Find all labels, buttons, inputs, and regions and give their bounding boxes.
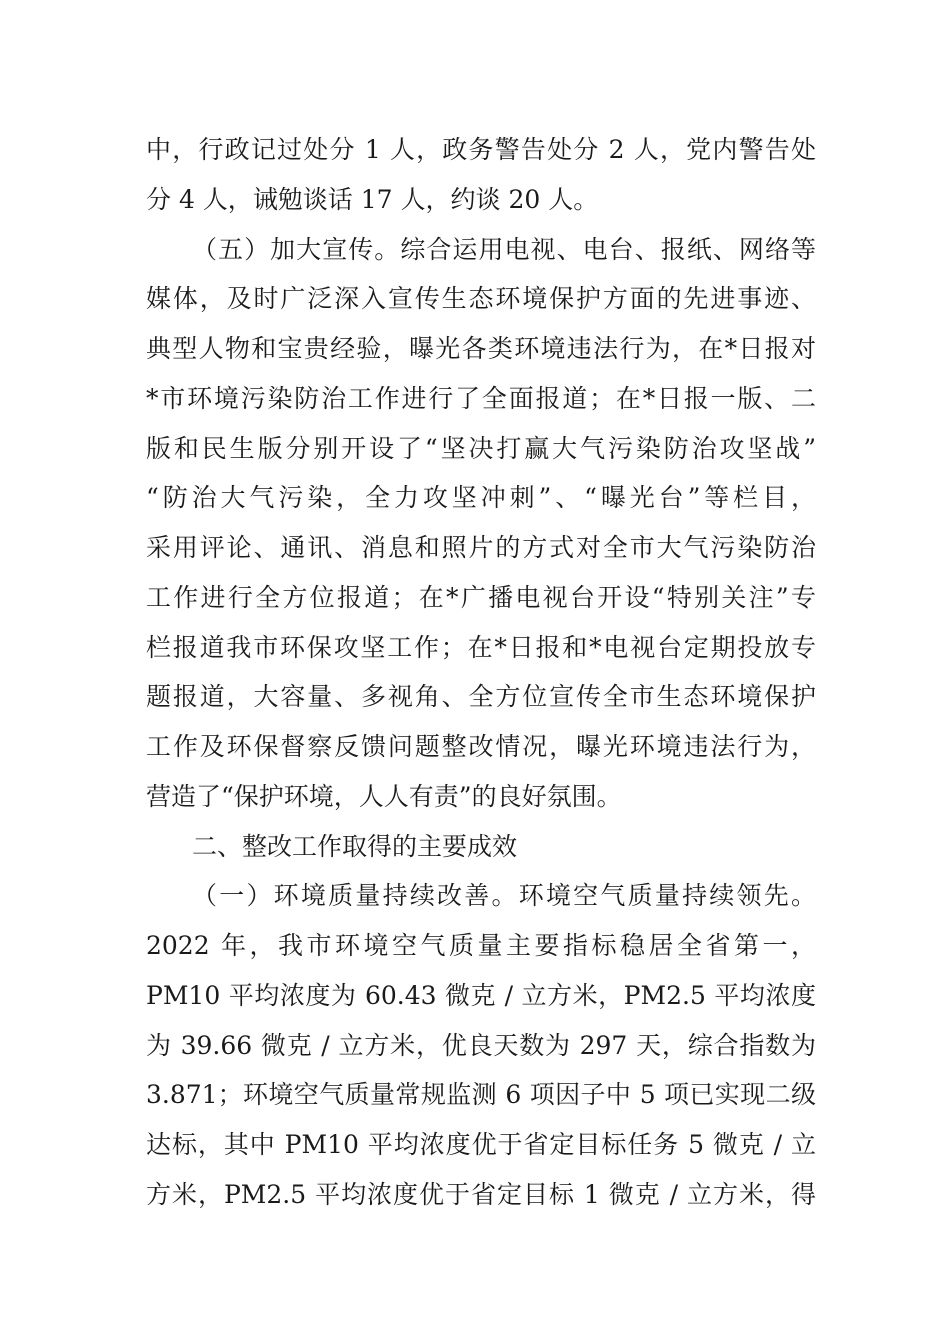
text-line: 2022 年，我市环境空气质量主要指标稳居全省第一， bbox=[146, 931, 816, 960]
text-line: “防治大气污染，全力攻坚冲刺”、“曝光台”等栏目， bbox=[146, 483, 816, 512]
text-line: PM10 平均浓度为 60.43 微克 / 立方米，PM2.5 平均浓度 bbox=[146, 981, 816, 1010]
text-line: 媒体，及时广泛深入宣传生态环境保护方面的先进事迹、 bbox=[146, 284, 816, 313]
text-line: 方米，PM2.5 平均浓度优于省定目标 1 微克 / 立方米，得 bbox=[146, 1180, 816, 1209]
text-line: *市环境污染防治工作进行了全面报道；在*日报一版、二 bbox=[146, 384, 816, 413]
text-line: 达标，其中 PM10 平均浓度优于省定目标任务 5 微克 / 立 bbox=[146, 1130, 816, 1159]
text-line: 采用评论、通讯、消息和照片的方式对全市大气污染防治 bbox=[146, 533, 816, 562]
paragraph-first-line: （五）加大宣传。综合运用电视、电台、报纸、网络等 bbox=[192, 235, 816, 264]
text-line: 工作进行全方位报道；在*广播电视台开设“特别关注”专 bbox=[146, 583, 816, 612]
text-line: 3.871；环境空气质量常规监测 6 项因子中 5 项已实现二级 bbox=[146, 1080, 816, 1109]
text-line: 营造了“保护环境，人人有责”的良好氛围。 bbox=[146, 782, 622, 811]
paragraph-first-line: （一）环境质量持续改善。环境空气质量持续领先。 bbox=[192, 881, 816, 910]
text-line: 分 4 人，诫勉谈话 17 人，约谈 20 人。 bbox=[146, 185, 599, 214]
text-line: 为 39.66 微克 / 立方米，优良天数为 297 天，综合指数为 bbox=[146, 1031, 816, 1060]
text-line: 工作及环保督察反馈问题整改情况，曝光环境违法行为， bbox=[146, 732, 816, 761]
section-heading: 二、整改工作取得的主要成效 bbox=[192, 832, 518, 861]
text-line: 题报道，大容量、多视角、全方位宣传全市生态环境保护 bbox=[146, 682, 816, 711]
text-line: 典型人物和宝贵经验，曝光各类环境违法行为，在*日报对 bbox=[146, 334, 816, 363]
text-line: 中，行政记过处分 1 人，政务警告处分 2 人，党内警告处 bbox=[146, 135, 816, 164]
text-line: 栏报道我市环保攻坚工作；在*日报和*电视台定期投放专 bbox=[146, 633, 816, 662]
text-line: 版和民生版分别开设了“坚决打赢大气污染防治攻坚战” bbox=[146, 434, 816, 463]
